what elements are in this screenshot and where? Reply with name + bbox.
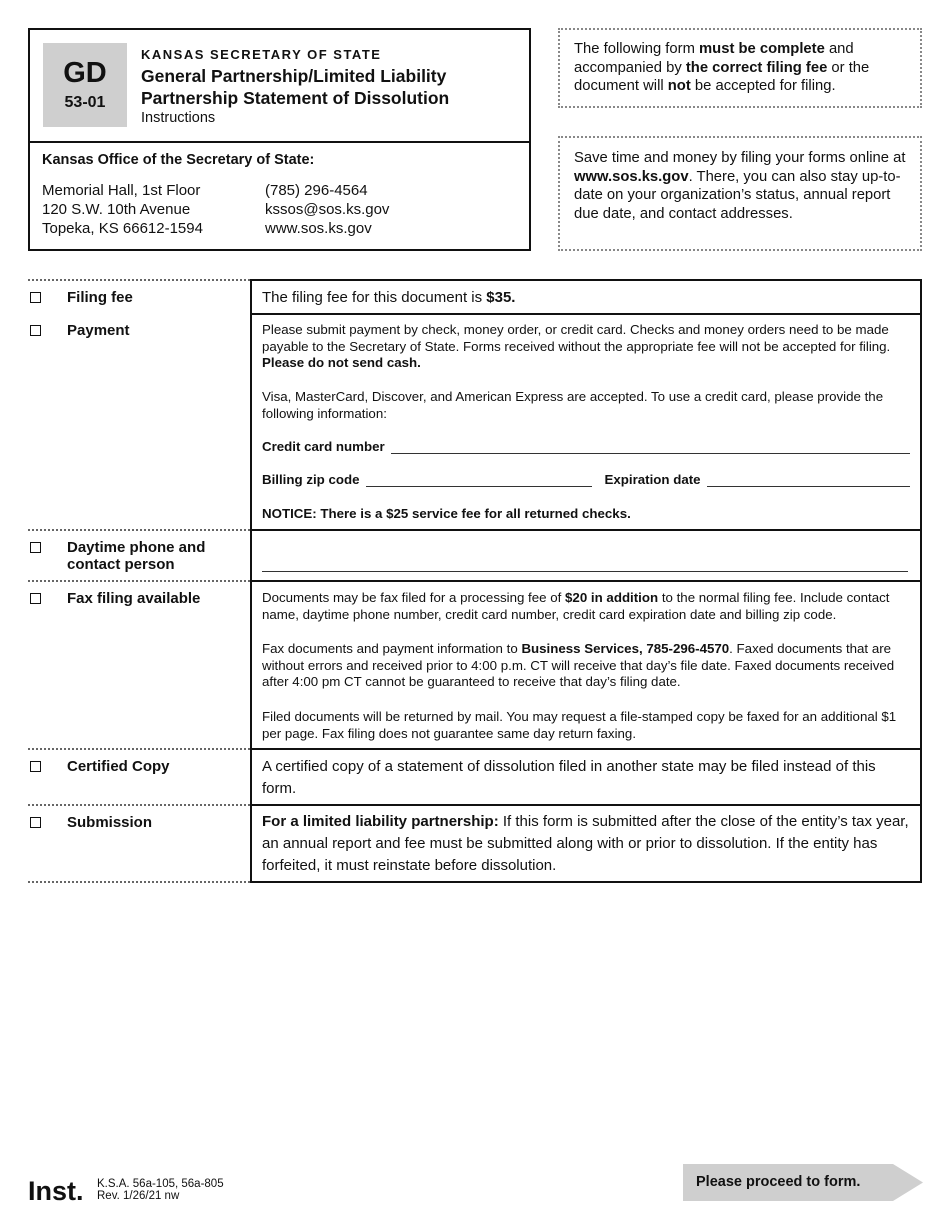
table-rule — [250, 279, 922, 281]
credit-card-label: Credit card number — [262, 439, 385, 454]
row-certified-copy — [28, 749, 250, 804]
statute-reference — [97, 1178, 224, 1202]
fax-text: Documents may be fax filed for a processing fee of — [262, 590, 566, 605]
fax-return-text: Filed documents will be returned by mail. You may request a file-stamped copy be faxed for an additional $1 per page. Fax filing does not guarantee same day return faxing. — [262, 709, 897, 741]
website-link-text: www.sos.ks.gov — [574, 168, 689, 185]
row-label: Fax filing available — [67, 590, 201, 607]
notice-emphasis: the correct filing fee — [685, 59, 828, 76]
payment-checkbox[interactable] — [30, 325, 41, 336]
payment-instructions — [262, 322, 912, 372]
form-series: GD — [63, 57, 107, 89]
payment-text: Please submit payment by check, money order, or credit card. Checks and money orders need to be made payable to the Secretary of State. Forms received without the appropriate fee will not be accepted for filing. — [262, 322, 891, 354]
filing-fee-checkbox[interactable] — [30, 292, 41, 303]
table-rule — [250, 580, 922, 582]
fax-text: Fax documents and payment information to — [262, 641, 522, 656]
submission-body: If this form is submitted after the close of the entity’s tax year, an annual report and fee must be submitted along with or prior to dissolution. If the entity has forfeited, it must reinstate before dissolution. — [262, 813, 909, 874]
form-title — [141, 65, 526, 109]
daytime-phone-checkbox[interactable] — [30, 542, 41, 553]
llp-heading: For a limited liability partnership: — [262, 813, 499, 830]
proceed-to-form-button[interactable] — [683, 1164, 923, 1201]
row-label-line: Daytime phone and — [67, 539, 206, 556]
row-label — [67, 539, 205, 573]
fee-amount: $35. — [486, 289, 516, 306]
proceed-label: Please proceed to form. — [696, 1174, 861, 1190]
address-line: Topeka, KS 66612-1594 — [42, 220, 203, 237]
row-daytime-phone — [28, 530, 250, 580]
row-payment — [28, 313, 250, 529]
row-label: Certified Copy — [67, 758, 170, 775]
office-contact — [265, 181, 389, 238]
table-rule — [250, 529, 922, 531]
billing-zip-field[interactable] — [366, 475, 592, 487]
notice-text: and accompanied by — [574, 41, 854, 76]
table-rule — [250, 881, 922, 883]
address-line: Memorial Hall, 1st Floor — [42, 182, 201, 199]
office-address — [42, 181, 203, 238]
fax-text: to the normal filing fee. Include contact name, daytime phone number, credit card number, credit card expiration date and billing zip code. — [262, 590, 890, 622]
billing-zip-label: Billing zip code — [262, 472, 360, 487]
certified-copy-checkbox[interactable] — [30, 761, 41, 772]
fax-fee-amount: $20 in addition — [565, 590, 659, 605]
notice-text: or the document will — [574, 59, 870, 94]
form-title-line1: General Partnership/Limited Liability — [141, 66, 447, 86]
fax-text: . Faxed documents that are without errors and received prior to 4:00 p.m. CT will receive that day’s file date. Faxed documents received after 4:00 pm CT cannot be guaranteed to receive that day’s filing date. — [262, 641, 895, 689]
table-rule — [250, 804, 922, 806]
notice-text: Save time and money by filing your forms online at — [574, 150, 906, 166]
certified-copy-text: A certified copy of a statement of dissolution filed in another state may be filed instead of this form. — [262, 758, 876, 797]
agency-name: KANSAS SECRETARY OF STATE — [141, 47, 382, 62]
expiration-label: Expiration date — [604, 472, 701, 487]
row-label-line: contact person — [67, 556, 175, 573]
row-fax-filing — [28, 581, 250, 748]
statute-text: K.S.A. 56a-105, 56a-805 — [97, 1178, 224, 1190]
office-email: kssos@sos.ks.gov — [265, 201, 390, 218]
revision-text: Rev. 1/26/21 nw — [97, 1190, 180, 1202]
credit-card-info: Visa, MasterCard, Discover, and American Express are accepted. To use a credit card, please provide the following information: — [262, 389, 884, 421]
form-number: 53-01 — [64, 94, 106, 111]
office-title: Kansas Office of the Secretary of State: — [42, 152, 315, 168]
notice-emphasis: must be complete — [699, 41, 825, 57]
submission-text — [262, 811, 912, 877]
filing-fee-text — [262, 287, 912, 309]
credit-card-field[interactable] — [391, 442, 910, 454]
row-label: Payment — [67, 322, 130, 339]
returned-check-notice: NOTICE: There is a $25 service fee for all returned checks. — [262, 506, 631, 521]
online-filing-notice — [558, 136, 922, 251]
office-website: www.sos.ks.gov — [265, 220, 372, 237]
notice-emphasis: not — [667, 78, 691, 94]
row-label: Filing fee — [67, 289, 133, 306]
address-line: 120 S.W. 10th Avenue — [42, 201, 191, 218]
no-cash-warning: Please do not send cash. — [262, 355, 421, 370]
table-rule — [250, 748, 922, 750]
fax-number: Business Services, 785-296-4570 — [521, 641, 730, 656]
fax-fee-text — [262, 590, 912, 623]
notice-text: The following form — [574, 41, 700, 57]
row-label: Submission — [67, 814, 153, 831]
notice-text: be accepted for filing. — [690, 78, 836, 94]
fax-filing-checkbox[interactable] — [30, 593, 41, 604]
form-title-line2: Partnership Statement of Dissolution — [141, 88, 450, 108]
submission-checkbox[interactable] — [30, 817, 41, 828]
office-phone: (785) 296-4564 — [265, 182, 368, 199]
fee-text: The filing fee for this document is — [262, 289, 487, 306]
form-header — [28, 28, 531, 251]
daytime-phone-field[interactable] — [262, 560, 908, 572]
header-divider — [30, 141, 529, 143]
fax-destination-text — [262, 641, 912, 691]
row-filing-fee — [28, 280, 250, 313]
credit-card-row — [262, 439, 910, 454]
row-divider — [28, 881, 250, 883]
table-rule — [250, 313, 922, 315]
form-id-badge — [43, 43, 127, 127]
expiration-field[interactable] — [707, 475, 910, 487]
notice-text: . There, you can also stay up-to-date on your organization’s status, annual report due date, and contact addresses. — [574, 168, 901, 222]
completeness-notice — [558, 28, 922, 108]
billing-row — [262, 472, 910, 487]
form-subtitle: Instructions — [141, 110, 216, 126]
inst-mark: Inst. — [28, 1176, 84, 1206]
row-submission — [28, 805, 250, 881]
